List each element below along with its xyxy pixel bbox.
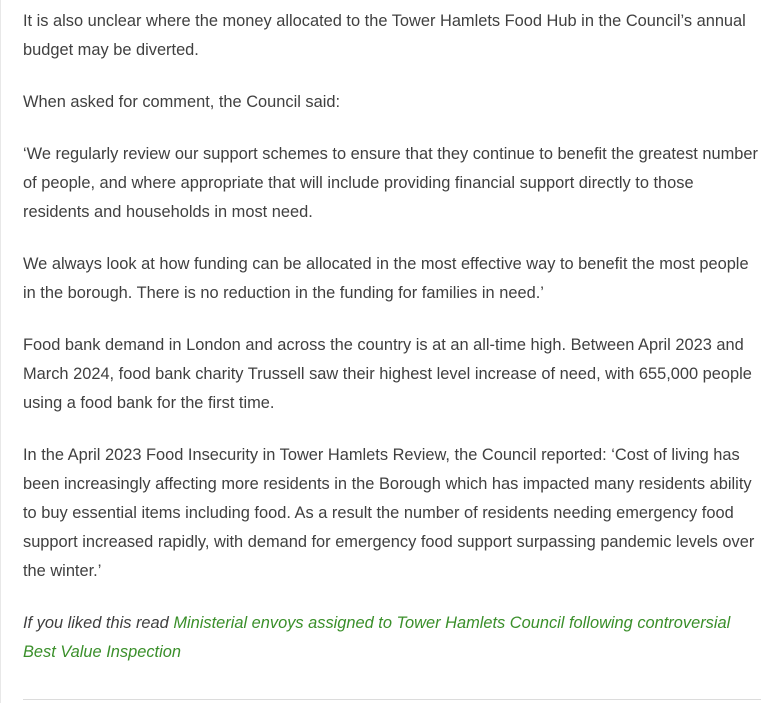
related-article-prefix: If you liked this read xyxy=(23,614,174,632)
article-content xyxy=(23,7,763,690)
paragraph-council-comment-intro: When asked for comment, the Council said: xyxy=(23,93,341,111)
paragraph-council-quote-2: We always look at how funding can be allocated in the most effective way to benefit the most people in the borough. There is no reduction in the funding for families in need.’ xyxy=(23,255,749,302)
paragraph-food-insecurity-review: In the April 2023 Food Insecurity in Tower Hamlets Review, the Council reported: ‘Cost of living has been increasingly affecting more residents in the Borough which has impacted many residents ability to buy essential items including food. As a result the number of residents needing emergency food support increased rapidly, with demand for emergency food support surpassing pandemic levels over the winter.’ xyxy=(23,446,755,580)
related-article-link[interactable]: Ministerial envoys assigned to Tower Hamlets Council following controversial Best Value Inspection xyxy=(23,614,731,661)
section-divider xyxy=(23,699,761,700)
related-article xyxy=(23,609,763,667)
paragraph-food-bank-demand: Food bank demand in London and across the country is at an all-time high. Between April 2023 and March 2024, food bank charity Trussell saw their highest level increase of need, with 655,000 people using a food bank for the first time. xyxy=(23,336,752,412)
paragraph-budget-diversion: It is also unclear where the money allocated to the Tower Hamlets Food Hub in the Council’s annual budget may be diverted. xyxy=(23,12,746,59)
paragraph-council-quote-1: ‘We regularly review our support schemes to ensure that they continue to benefit the greatest number of people, and where appropriate that will include providing financial support directly to those residents and households in most need. xyxy=(23,145,758,221)
